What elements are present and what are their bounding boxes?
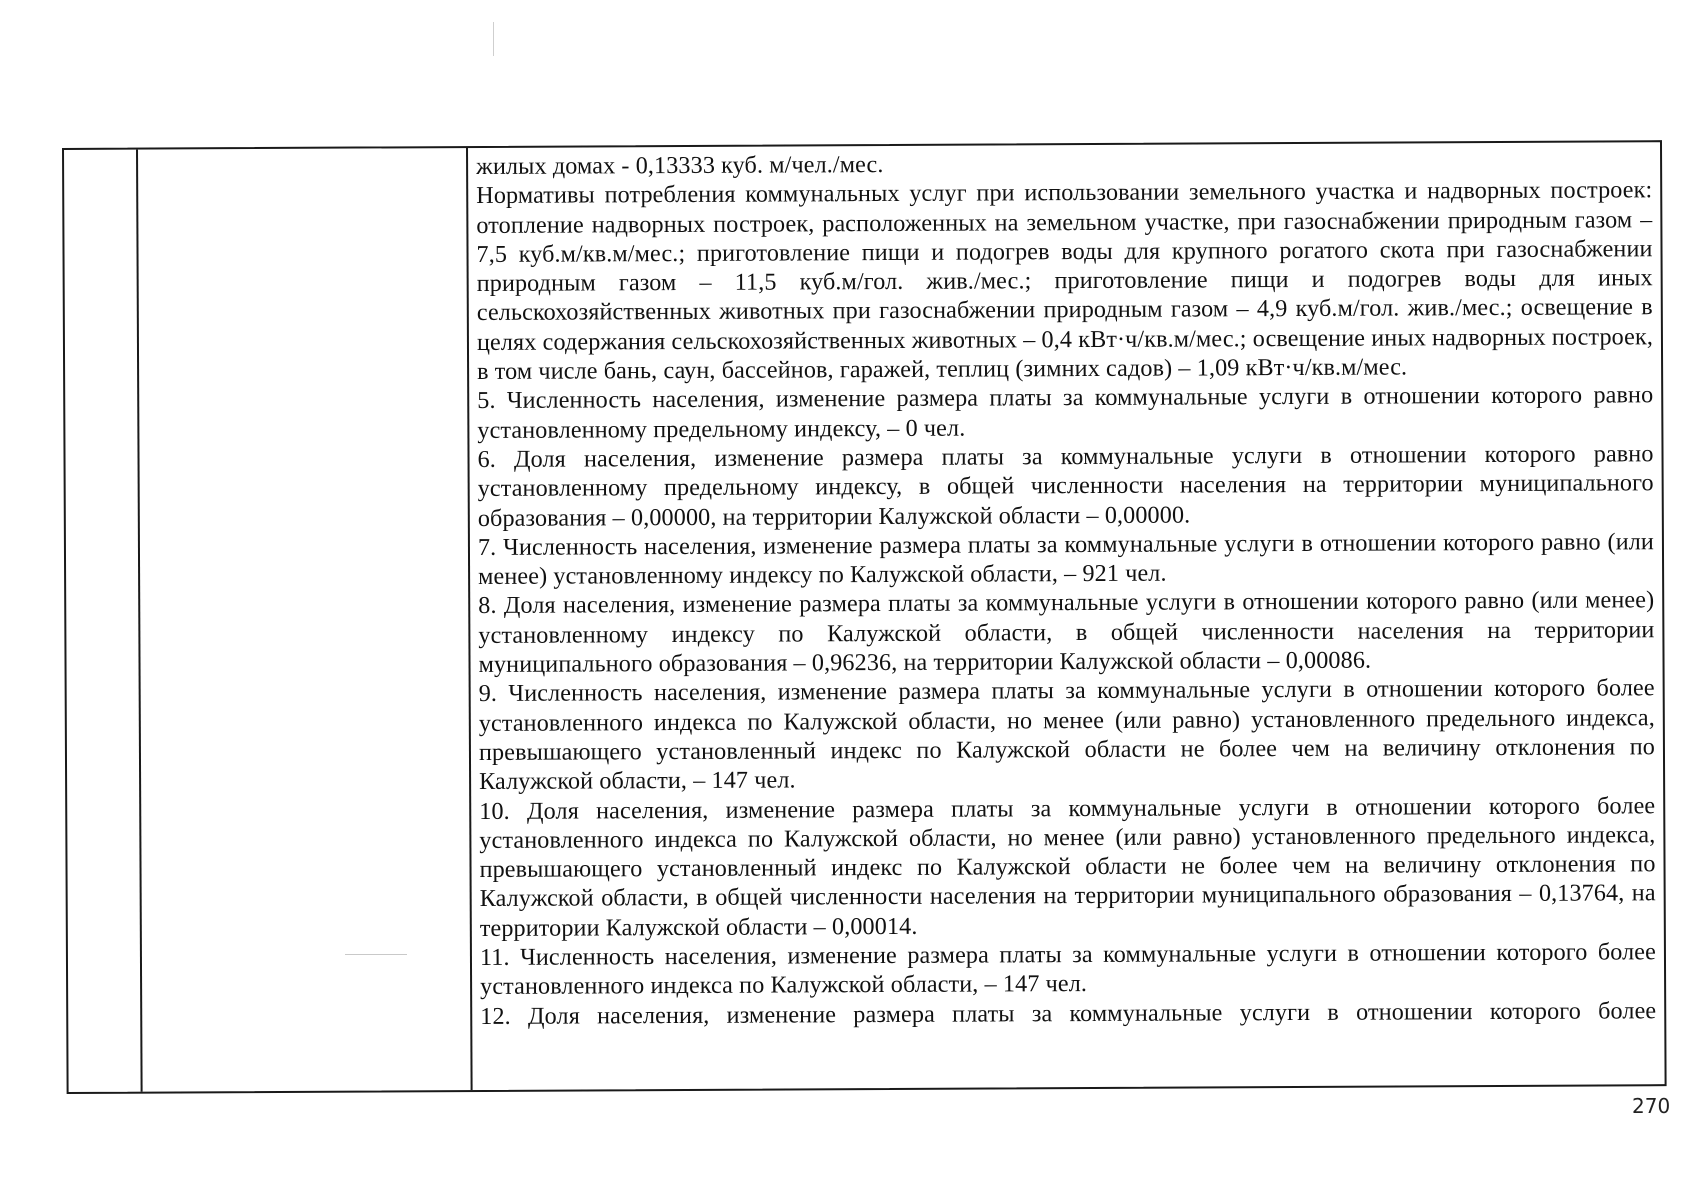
paragraph-item-8: 8. Доля населения, изменение размера платы за коммунальные услуги в отношении которого равно (или менее) установленному индексу по Калужской области, в общей численности населения на территории муниципального образования – 0,96236, на территории Калужской области – 0,00086.: [478, 586, 1655, 679]
paragraph-item-12: 12. Доля населения, изменение размера платы за коммунальные услуги в отношении которого более: [480, 996, 1657, 1030]
page-number: 270: [1632, 1094, 1671, 1118]
document-table: [62, 140, 1667, 1094]
paragraph-item-5: 5. Численность населения, изменение размера платы за коммунальные услуги в отношении которого равно установленному предельному индексу, – 0 чел.: [477, 381, 1654, 444]
paragraph-item-9: 9. Численность населения, изменение размера платы за коммунальные услуги в отношении которого более установленного индекса по Калужской области, но менее (или равно) установленного предельного индекса, превышающего установленный индекс по Калужской области не более чем на величину отклонения по Калужской области, – 147 чел.: [478, 674, 1656, 796]
paragraph-item-6: 6. Доля населения, изменение размера платы за коммунальные услуги в отношении которого равно установленному предельному индексу, в общей численности населения на территории муниципального образования – 0,00000, на территории Калужской области – 0,00000.: [477, 440, 1654, 532]
paragraph-item-7: 7. Численность населения, изменение размера платы за коммунальные услуги в отношении которого равно (или менее) установленному индексу по Калужской области, – 921 чел.: [477, 528, 1655, 591]
paragraph-item-10: 10. Доля населения, изменение размера платы за коммунальные услуги в отношении которого более установленного индекса по Калужской области, но менее (или равно) установленного предельного индекса, превышающего установленный индекс по Калужской области не более чем на величину отклонения по Калужской области, в общей численности населения на территории муниципального образования – 0,13764, на территории Калужской области – 0,00014.: [479, 791, 1656, 942]
paragraph-item-11: 11. Численность населения, изменение размера платы за коммунальные услуги в отношении которого более установленного индекса по Калужской области, – 147 чел.: [479, 938, 1657, 1001]
table-column-divider: [466, 148, 473, 1090]
paragraph-consumption-norms: Нормативы потребления коммунальных услуг при использовании земельного участка и надворных построек: отопление надворных построек, расположенных на земельном участке, при газоснабжении природным газом – 7,5 куб.м/кв.м/мес.; приготовление пищи и подогрев воды для крупного рогатого скота при газоснабжении природным газом – 11,5 куб.м/гол. жив./мес.; приготовление пищи и подогрев воды для иных сельскохозяйственных животных при газоснабжении природным газом – 4,9 куб.м/гол. жив./мес.; освещение в целях содержания сельскохозяйственных животных – 0,4 кВт·ч/кв.м/мес.; освещение иных надворных построек, в том числе бань, саун, бассейнов, гаражей, теплиц (зимних садов) – 1,09 кВт·ч/кв.м/мес.: [476, 176, 1654, 386]
scan-artifact-mark: [493, 22, 494, 56]
table-content-cell: [476, 146, 1657, 1088]
paragraph-continuation: жилых домах - 0,13333 куб. м/чел./мес.: [476, 150, 884, 180]
table-column-divider: [136, 150, 143, 1092]
